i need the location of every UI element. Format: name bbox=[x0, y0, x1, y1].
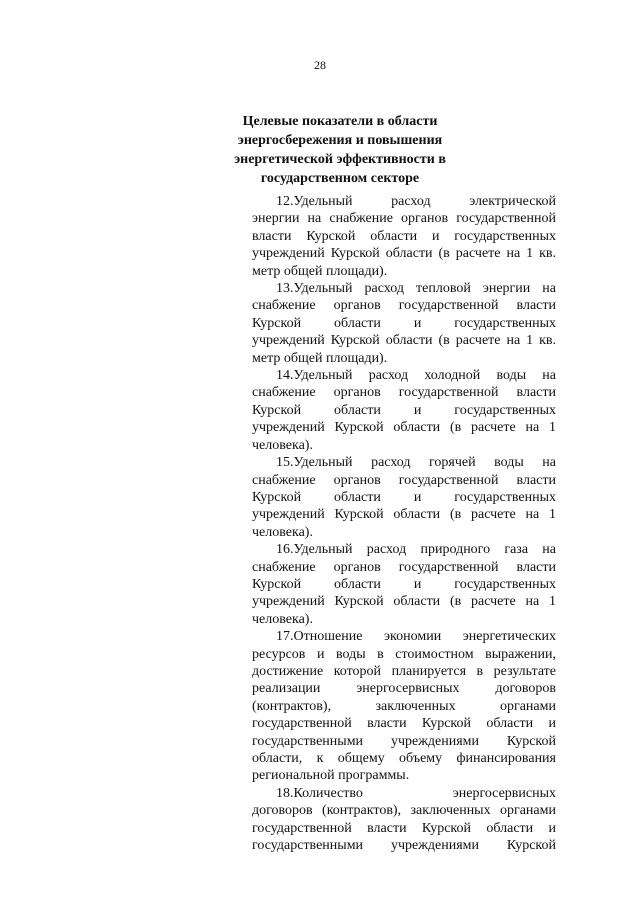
paragraph-item-15 bbox=[252, 454, 556, 541]
paragraph-item-17 bbox=[252, 628, 556, 785]
text-line: 18.Количество энергосервисных bbox=[276, 785, 556, 801]
text-line: снабжение органов государственной власти bbox=[252, 559, 556, 575]
paragraph-item-18 bbox=[252, 785, 556, 855]
text-line: снабжение органов государственной власти bbox=[252, 472, 556, 488]
paragraph-item-14 bbox=[252, 367, 556, 454]
text-line: Курской области и государственных bbox=[252, 576, 556, 592]
heading-line: энергосбережения и повышения bbox=[237, 133, 443, 148]
text-line: метр общей площади). bbox=[252, 263, 388, 279]
text-line: области, к общему объему финансирования bbox=[252, 751, 556, 766]
text-line: учреждений Курской области (в расчете на 1 bbox=[252, 507, 556, 523]
text-line: учреждений Курской области (в расчете на 1 bbox=[252, 420, 556, 436]
paragraph-item-16 bbox=[252, 541, 556, 628]
text-line: учреждений Курской области (в расчете на 1 bbox=[252, 594, 556, 610]
text-line: снабжение органов государственной власти bbox=[252, 298, 556, 314]
text-line: ресурсов и воды в стоимостном выражении, bbox=[252, 646, 556, 662]
text-line: снабжение органов государственной власти bbox=[252, 385, 556, 401]
text-line: государственной власти Курской области и bbox=[252, 716, 556, 732]
text-line: энергии на снабжение органов государственной bbox=[252, 211, 556, 227]
text-line: государственными учреждениями Курской bbox=[252, 838, 556, 854]
heading-line: государственном секторе bbox=[260, 171, 420, 186]
text-line: 12.Удельный расход электрической bbox=[276, 194, 556, 209]
text-line: государственными учреждениями Курской bbox=[252, 733, 556, 749]
paragraph-item-12 bbox=[252, 193, 556, 280]
text-line: 14.Удельный расход холодной воды на bbox=[276, 368, 556, 384]
text-line: достижение которой планируется в результате bbox=[252, 663, 556, 679]
text-line: 16.Удельный расход природного газа на bbox=[276, 542, 556, 558]
text-line: учреждений Курской области (в расчете на 1 кв. bbox=[252, 246, 556, 262]
text-line: человека). bbox=[252, 524, 313, 540]
text-line: 15.Удельный расход горячей воды на bbox=[276, 455, 556, 471]
text-line: власти Курской области и государственных bbox=[252, 228, 556, 244]
heading-line: энергетической эффективности в bbox=[234, 152, 446, 167]
text-line: человека). bbox=[252, 437, 313, 453]
text-line: метр общей площади). bbox=[252, 350, 388, 366]
text-line: договоров (контрактов), заключенных органами bbox=[252, 803, 556, 819]
paragraph-item-13 bbox=[252, 280, 556, 367]
text-line: 13.Удельный расход тепловой энергии на bbox=[276, 281, 556, 297]
section-heading bbox=[225, 112, 455, 188]
text-line: реализации энергосервисных договоров bbox=[252, 681, 556, 697]
text-line: Курской области и государственных bbox=[252, 489, 556, 505]
text-line: Курской области и государственных bbox=[252, 315, 556, 331]
page-number: 28 bbox=[314, 58, 326, 72]
text-line: (контрактов), заключенных органами bbox=[252, 698, 556, 714]
document-body bbox=[252, 193, 556, 854]
heading-line: Целевые показатели в области bbox=[242, 114, 438, 129]
text-line: Курской области и государственных bbox=[252, 402, 556, 418]
text-line: человека). bbox=[252, 611, 313, 627]
text-line: государственной власти Курской области и bbox=[252, 820, 556, 836]
text-line: 17.Отношение экономии энергетических bbox=[276, 629, 556, 645]
text-line: учреждений Курской области (в расчете на 1 кв. bbox=[252, 333, 556, 349]
text-line: региональной программы. bbox=[252, 768, 410, 784]
